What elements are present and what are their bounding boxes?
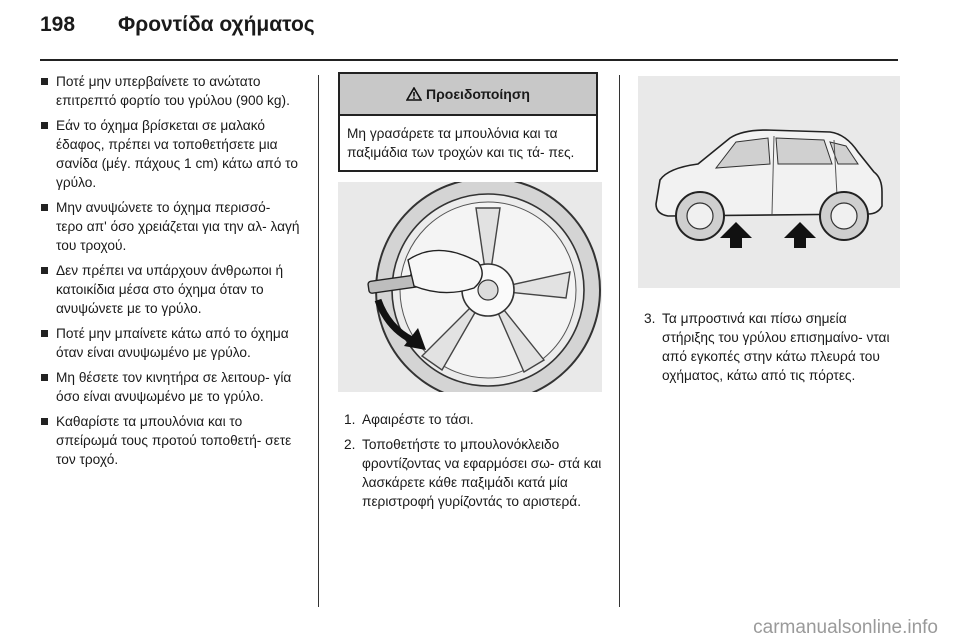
- step-number: 2.: [344, 437, 356, 452]
- bullet-square-icon: [41, 418, 48, 425]
- steps-list: [638, 309, 900, 385]
- car-side-view-image: [638, 76, 900, 288]
- watermark: carmanualsonline.info: [753, 617, 938, 638]
- bullet-text: Ποτέ μην μπαίνετε κάτω από το όχημα όταν είναι ανυψωμένο με γρύλο.: [56, 326, 289, 360]
- bullet-square-icon: [41, 330, 48, 337]
- bullet-text: Καθαρίστε τα μπουλόνια και το σπείρωμά τους προτού τοποθετή- σετε τον τροχό.: [56, 414, 292, 467]
- page-title: Φροντίδα οχήματος: [118, 13, 315, 36]
- list-item: [40, 368, 300, 406]
- step-text: Τοποθετήστε το μπουλονόκλειδο φροντίζοντας να εφαρμόσει σω- στά και λασκάρετε κάθε παξιμάδι κατά μία περιστροφή γυρίζοντάς το αριστερά.: [362, 437, 602, 509]
- list-item: [40, 412, 300, 469]
- list-item: [40, 116, 300, 192]
- bullet-square-icon: [41, 122, 48, 129]
- warning-text: Μη γρασάρετε τα μπουλόνια και τα παξιμάδια των τροχών και τις τά- πες.: [347, 126, 575, 160]
- list-item: [338, 435, 602, 511]
- safety-bullet-list: [40, 72, 300, 469]
- list-item: [338, 410, 602, 429]
- column-divider: [318, 75, 319, 607]
- step-text: Τα μπροστινά και πίσω σημεία στήριξης του γρύλου επισημαίνο- νται από εγκοπές στην κάτω πλευρά του οχήματος, κάτω από τις πόρτες.: [662, 311, 890, 383]
- bullet-square-icon: [41, 267, 48, 274]
- step-number: 1.: [344, 412, 356, 427]
- step-number: 3.: [644, 311, 656, 326]
- list-item: [638, 309, 900, 385]
- wheel-nut-loosening-image: [338, 182, 602, 392]
- warning-box: [338, 72, 598, 172]
- bullet-square-icon: [41, 374, 48, 381]
- right-column: [638, 72, 900, 391]
- warning-header: [340, 74, 596, 116]
- header-rule: [40, 59, 898, 61]
- left-column: [40, 72, 300, 475]
- bullet-square-icon: [41, 204, 48, 211]
- middle-column: [338, 72, 602, 517]
- warning-title: Προειδοποίηση: [426, 86, 530, 102]
- bullet-text: Δεν πρέπει να υπάρχουν άνθρωποι ή κατοικίδια μέσα στο όχημα όταν το ανυψώνετε με το γρύλο.: [56, 263, 284, 316]
- page-header: [0, 0, 960, 60]
- column-divider: [619, 75, 620, 607]
- steps-list: [338, 410, 602, 511]
- list-item: [40, 261, 300, 318]
- warning-triangle-icon: [406, 87, 422, 101]
- bullet-text: Ποτέ μην υπερβαίνετε το ανώτατο επιτρεπτό φορτίο του γρύλου (900 kg).: [56, 74, 290, 108]
- bullet-square-icon: [41, 78, 48, 85]
- page-number: 198: [40, 13, 76, 36]
- wheel-wrench-illustration: [338, 182, 602, 392]
- list-item: [40, 198, 300, 255]
- bullet-text: Μη θέσετε τον κινητήρα σε λειτουρ- γία όσο είναι ανυψωμένο με το γρύλο.: [56, 370, 292, 404]
- bullet-text: Εάν το όχημα βρίσκεται σε μαλακό έδαφος, πρέπει να τοποθετήσετε μια σανίδα (μέγ. πάχους 1 cm) κάτω από το γρύλο.: [56, 118, 298, 190]
- list-item: [40, 72, 300, 110]
- car-jack-points-illustration: [638, 76, 900, 288]
- bullet-text: Μην ανυψώνετε το όχημα περισσό- τερο απ' όσο χρειάζεται για την αλ- λαγή του τροχού.: [56, 200, 300, 253]
- list-item: [40, 324, 300, 362]
- step-text: Αφαιρέστε το τάσι.: [362, 412, 474, 427]
